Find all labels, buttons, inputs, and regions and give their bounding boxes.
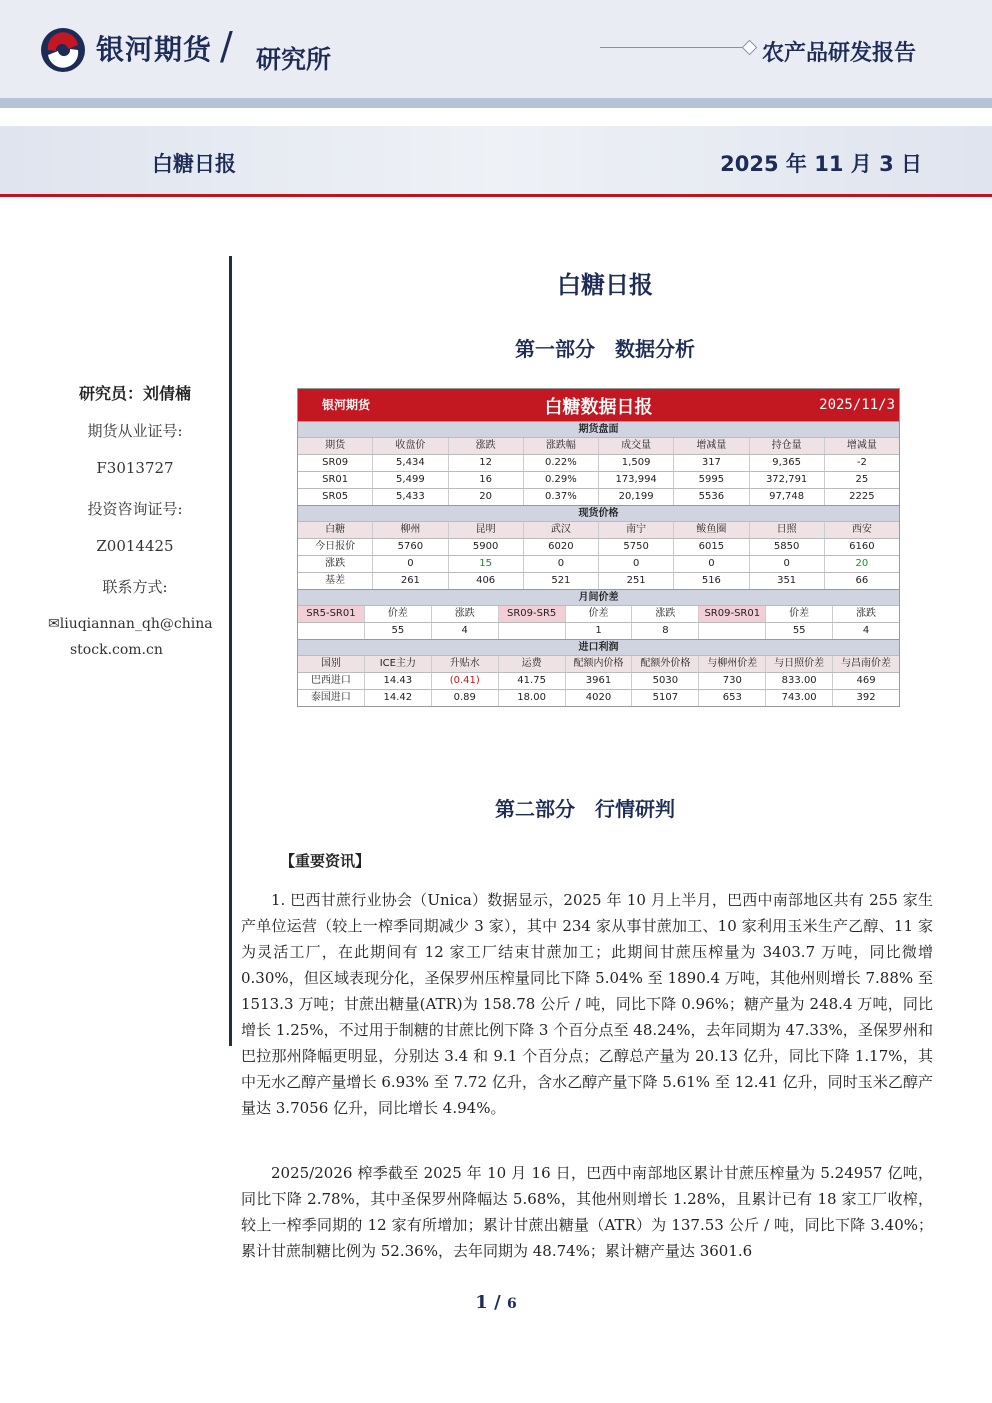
spread-row	[298, 622, 899, 639]
table-cell: 351	[750, 573, 825, 589]
table-cell: 涨跌	[449, 438, 524, 454]
table-cell: 1	[566, 623, 633, 639]
table-cell: 日照	[750, 522, 825, 538]
page-indicator	[0, 1292, 992, 1313]
table-cell: 66	[855, 575, 869, 586]
researcher-name: 研究员：刘倩楠	[78, 384, 191, 403]
table-cell: 653	[699, 690, 766, 706]
spot-row	[298, 538, 899, 555]
table-cell: 增减量	[846, 440, 877, 451]
table-cell: 469	[856, 675, 876, 686]
table-cell: 巴西进口	[298, 673, 365, 689]
table-cell: 西安	[851, 524, 872, 535]
email-link[interactable]	[48, 616, 213, 632]
table-cell: 12	[449, 455, 524, 471]
table-cell: 20	[449, 489, 524, 505]
table-cell	[699, 623, 766, 639]
table-cell: 14.42	[365, 690, 432, 706]
table-cell: 1,509	[599, 455, 674, 471]
header-stripe	[0, 98, 992, 108]
contact-label: 联系方式:	[102, 578, 168, 596]
table-cell: SR05	[298, 489, 373, 505]
table-cell: 5030	[632, 673, 699, 689]
table-cell: 升贴水	[432, 656, 499, 672]
table-cell: 55	[766, 623, 833, 639]
advisory-label: 投资咨询证号:	[87, 500, 183, 518]
table-cell: 收盘价	[373, 438, 448, 454]
title-band-rule	[0, 194, 992, 197]
section-title-data: 第一部分 数据分析	[515, 337, 695, 361]
table-cell: 4020	[566, 690, 633, 706]
table-cell: 743.00	[766, 690, 833, 706]
table-cell: 与昌南价差	[841, 658, 892, 669]
table-cell: 5900	[449, 539, 524, 555]
table-cell: (0.41)	[432, 673, 499, 689]
table-cell: 173,994	[599, 472, 674, 488]
band-title: 白糖日报	[152, 152, 236, 176]
table-cell	[298, 623, 365, 639]
table-cell: 0.37%	[524, 489, 599, 505]
page-total: 6	[506, 1296, 517, 1312]
table-cell: 与柳州价差	[699, 656, 766, 672]
table-cell: 251	[599, 573, 674, 589]
report-type: 农产品研发报告	[762, 41, 917, 66]
table-cell: 南宁	[599, 522, 674, 538]
futures-row	[298, 454, 899, 471]
spread-header-row	[298, 605, 899, 622]
license-label: 期货从业证号:	[87, 422, 183, 440]
table-cell: 0	[524, 556, 599, 572]
table-header	[298, 389, 899, 421]
table-cell: 5536	[674, 489, 749, 505]
mail-icon: ✉	[48, 616, 60, 632]
spread-block	[298, 605, 899, 639]
table-cell: 0	[750, 556, 825, 572]
table-cell: 价差	[566, 606, 633, 622]
table-cell: SR5-SR01	[298, 606, 365, 622]
table-cell: -2	[856, 457, 867, 468]
table-cell: SR09-SR5	[499, 606, 566, 622]
futures-row	[298, 488, 899, 505]
email-line-1: liuqiannan_qh@china	[59, 616, 213, 632]
table-cell: 730	[699, 673, 766, 689]
table-cell: 5750	[599, 539, 674, 555]
table-cell: 配额内价格	[566, 656, 633, 672]
institute-name: 研究所	[256, 45, 332, 74]
table-cell: 配额外价格	[632, 656, 699, 672]
info-heading: 【重要资讯】	[280, 852, 371, 870]
license-number: F3013727	[96, 459, 174, 477]
table-cell: 8	[632, 623, 699, 639]
table-title: 白糖数据日报	[544, 397, 653, 418]
table-cell: 涨跌	[298, 556, 373, 572]
section-spread: 月间价差	[298, 589, 899, 605]
table-cell: 16	[449, 472, 524, 488]
band-date: 2025 年 11 月 3 日	[720, 152, 922, 176]
table-cell: 41.75	[499, 673, 566, 689]
table-cell: 增减量	[674, 438, 749, 454]
import-block	[298, 655, 899, 706]
table-cell: 持仓量	[750, 438, 825, 454]
section-title-analysis: 第二部分 行情研判	[495, 797, 675, 821]
table-cell: 9,365	[750, 455, 825, 471]
company-logo-icon	[40, 27, 86, 73]
email-line-2[interactable]: stock.com.cn	[70, 642, 163, 658]
table-cell: 武汉	[524, 522, 599, 538]
table-date: 2025/11/3	[819, 397, 895, 413]
spot-row	[298, 555, 899, 572]
table-cell: 4	[432, 623, 499, 639]
section-spot: 现货价格	[298, 505, 899, 521]
table-cell: 0	[373, 556, 448, 572]
news-paragraph-1: 1. 巴西甘蔗行业协会（Unica）数据显示，2025 年 10 月上半月，巴西中南部地区共有 255 家生产单位运营（较上一榨季同期减少 3 家），其中 234 家从事甘蔗加工、10 家利用玉米生产乙醇、11 家为灵活工厂，在此期间有 12 家工厂结束甘蔗加工；此期间甘蔗压榨量为 3403.7 万吨，同比微增 0.30%，但区域表现分化，圣保罗州压榨量同比下降 5.04% 至 1890.4 万吨，其他州则增长 7.88% 至 1513.3 万吨；甘蔗出糖量(ATR)为 158.78 公斤 / 吨，同比下降 0.96%；糖产量为 248.4 万吨，同比增长 1.25%，不过用于制糖的甘蔗比例下降 3 个百分点至 48.24%，去年同期为 47.33%，圣保罗州和巴拉那州降幅更明显，分别达 3.4 和 9.1 个百分点；乙醇总产量为 20.13 亿升，同比下降 1.17%，其中无水乙醇产量增长 6.93% 至 7.72 亿升，含水乙醇产量下降 5.61% 至 12.41 亿升，同时玉米乙醇产量达 3.7056 亿升，同比增长 4.94%。	[241, 891, 933, 1117]
table-cell: 昆明	[449, 522, 524, 538]
advisory-number: Z0014425	[96, 537, 174, 555]
header-rule	[600, 47, 746, 48]
table-cell: 521	[524, 573, 599, 589]
table-cell: 317	[674, 455, 749, 471]
table-cell: SR09	[298, 455, 373, 471]
table-cell	[499, 623, 566, 639]
table-cell: 0	[674, 556, 749, 572]
table-cell: 406	[449, 573, 524, 589]
table-cell: 6015	[674, 539, 749, 555]
table-cell: 20	[855, 558, 869, 569]
table-cell: 基差	[298, 573, 373, 589]
table-cell: 国别	[298, 656, 365, 672]
table-cell: 涨跌	[856, 608, 877, 619]
futures-header-row	[298, 437, 899, 454]
table-cell: 261	[373, 573, 448, 589]
table-logo: 银河期货	[322, 398, 371, 412]
table-cell: 4	[862, 625, 870, 636]
table-cell: 20,199	[599, 489, 674, 505]
table-cell: 价差	[766, 606, 833, 622]
table-cell: 6160	[849, 541, 875, 552]
sugar-data-table	[297, 388, 900, 707]
page-current: 1	[475, 1292, 488, 1313]
spot-header-row	[298, 521, 899, 538]
brand-name: 银河期货	[96, 33, 213, 66]
table-cell: 5,499	[373, 472, 448, 488]
table-cell: 97,748	[750, 489, 825, 505]
table-cell: 5995	[674, 472, 749, 488]
spot-row	[298, 572, 899, 589]
table-cell: 0.29%	[524, 472, 599, 488]
table-cell: 14.43	[365, 673, 432, 689]
table-cell: 泰国进口	[298, 690, 365, 706]
table-cell: 25	[855, 474, 869, 485]
futures-block	[298, 437, 899, 505]
table-cell: 5760	[373, 539, 448, 555]
table-cell: 价差	[365, 606, 432, 622]
table-cell: SR01	[298, 472, 373, 488]
import-row	[298, 689, 899, 706]
table-cell: 0	[599, 556, 674, 572]
table-cell: 涨跌	[432, 606, 499, 622]
table-cell: 6020	[524, 539, 599, 555]
sidebar-divider	[229, 256, 232, 1046]
news-paragraph-2: 2025/2026 榨季截至 2025 年 10 月 16 日，巴西中南部地区累计甘蔗压榨量为 5.24957 亿吨，同比下降 2.78%，其中圣保罗州降幅达 5.68%，其他州则增长 1.28%，且累计已有 18 家工厂收榨，较上一榨季同期的 12 家有所增加；累计甘蔗出糖量（ATR）为 137.53 公斤 / 吨，同比下降 3.40%；累计甘蔗制糖比例为 52.36%，去年同期为 48.74%；累计糖产量达 3601.6	[241, 1164, 933, 1260]
spot-block	[298, 521, 899, 589]
table-cell: 鲅鱼圈	[674, 522, 749, 538]
table-cell: 今日报价	[298, 539, 373, 555]
brand-divider: /	[220, 24, 233, 68]
table-cell: 期货	[298, 438, 373, 454]
table-cell: 3961	[566, 673, 633, 689]
table-cell: 运费	[499, 656, 566, 672]
table-cell: 与日照价差	[766, 656, 833, 672]
table-cell: 516	[674, 573, 749, 589]
table-cell: 涨跌幅	[524, 438, 599, 454]
table-cell: 372,791	[750, 472, 825, 488]
table-cell: 5,433	[373, 489, 448, 505]
table-cell: ICE主力	[365, 656, 432, 672]
import-header-row	[298, 655, 899, 672]
page-separator: /	[487, 1292, 507, 1313]
table-cell: 成交量	[599, 438, 674, 454]
page-title: 白糖日报	[557, 271, 653, 299]
table-cell: 15	[449, 556, 524, 572]
table-cell: 5850	[750, 539, 825, 555]
import-row	[298, 672, 899, 689]
table-cell: 柳州	[373, 522, 448, 538]
table-cell: 0.22%	[524, 455, 599, 471]
table-cell: 18.00	[499, 690, 566, 706]
table-cell: 5,434	[373, 455, 448, 471]
table-cell: 2225	[849, 491, 875, 502]
table-cell: 392	[856, 692, 876, 703]
table-cell: 涨跌	[632, 606, 699, 622]
section-futures: 期货盘面	[298, 421, 899, 437]
table-cell: 0.89	[432, 690, 499, 706]
section-import: 进口利润	[298, 639, 899, 655]
table-cell: 白糖	[298, 522, 373, 538]
table-cell: 5107	[632, 690, 699, 706]
futures-row	[298, 471, 899, 488]
table-cell: 55	[365, 623, 432, 639]
table-cell: 833.00	[766, 673, 833, 689]
table-cell: SR09-SR01	[699, 606, 766, 622]
